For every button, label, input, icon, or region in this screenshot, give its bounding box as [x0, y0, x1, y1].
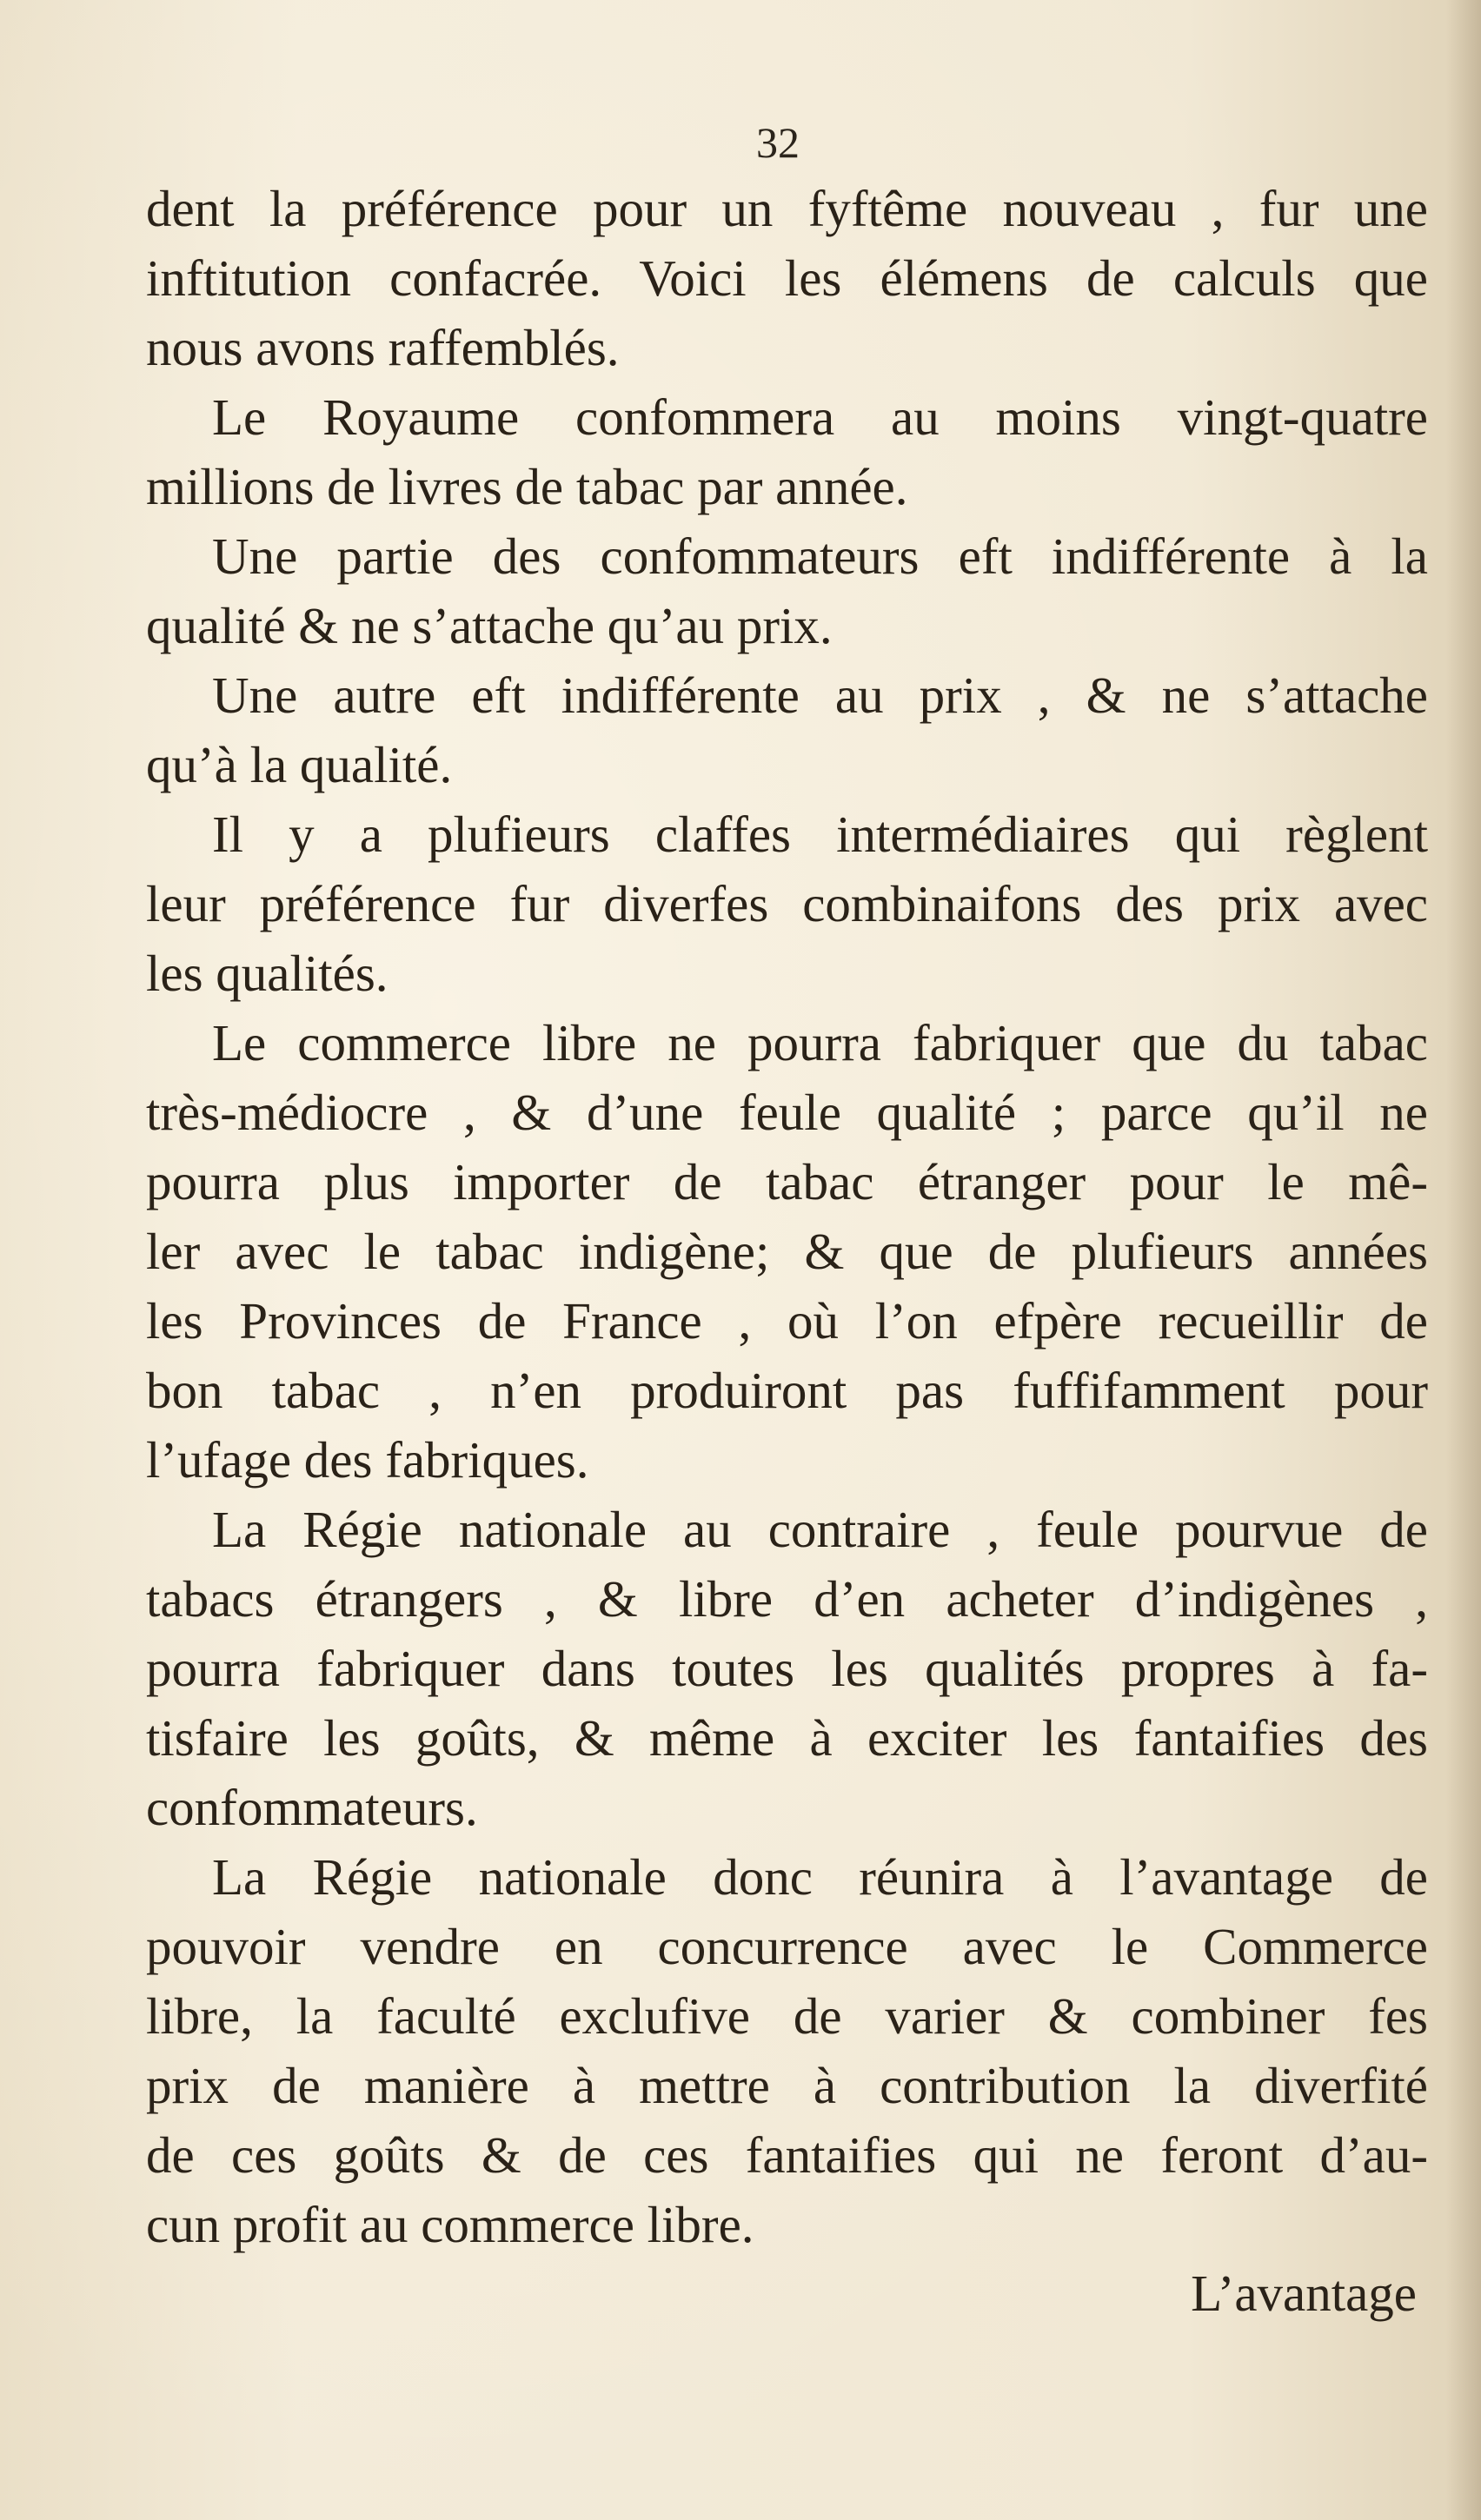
text-line: très-médiocre , & d’une feule qualité ; parce qu’il ne	[146, 1084, 1428, 1141]
text-line: ler avec le tabac indigène; & que de plufieurs années	[146, 1223, 1428, 1280]
text-line: Une partie des confommateurs eft indifférente à la	[212, 527, 1428, 585]
text-line: libre, la faculté exclufive de varier & combiner fes	[146, 1987, 1428, 2045]
text-line: La Régie nationale au contraire , feule pourvue de	[212, 1501, 1428, 1558]
text-line: dent la préférence pour un fyftême nouveau , fur une	[146, 180, 1428, 237]
text-line: cun profit au commerce libre.	[146, 2196, 754, 2253]
text-line: qu’à la qualité.	[146, 736, 453, 793]
text-line: Une autre eft indifférente au prix , & ne s’attache	[212, 666, 1428, 724]
text-line: Le Royaume confommera au moins vingt-quatre	[212, 388, 1428, 446]
text-line: tisfaire les goûts, & même à exciter les fantaifies des	[146, 1709, 1428, 1767]
text-line: de ces goûts & de ces fantaifies qui ne feront d’au-	[146, 2126, 1428, 2184]
text-line: Il y a plufieurs claffes intermédiaires qui règlent	[212, 806, 1428, 863]
text-line: pourra plus importer de tabac étranger pour le mê-	[146, 1153, 1428, 1210]
text-line: tabacs étrangers , & libre d’en acheter d’indigènes ,	[146, 1570, 1428, 1628]
text-line: les qualités.	[146, 945, 389, 1002]
text-line: bon tabac , n’en produiront pas fuffifamment pour	[146, 1362, 1428, 1419]
text-line: les Provinces de France , où l’on efpère recueillir de	[146, 1292, 1428, 1350]
text-line: leur préférence fur diverfes combinaifons des prix avec	[146, 875, 1428, 932]
text-line: confommateurs.	[146, 1779, 478, 1836]
text-line: prix de manière à mettre à contribution la diverfité	[146, 2057, 1428, 2114]
text-line: l’ufage des fabriques.	[146, 1431, 589, 1489]
text-line: pourra fabriquer dans toutes les qualités propres à fa-	[146, 1640, 1428, 1697]
page-number: 32	[756, 118, 800, 167]
text-line: pouvoir vendre en concurrence avec le Commerce	[146, 1918, 1428, 1975]
catchword: L’avantage	[1191, 2265, 1417, 2322]
text-line: La Régie nationale donc réunira à l’avantage de	[212, 1848, 1428, 1906]
page-edge-shadow	[1446, 0, 1481, 2520]
text-line: qualité & ne s’attache qu’au prix.	[146, 597, 833, 654]
text-line: Le commerce libre ne pourra fabriquer que du tabac	[212, 1014, 1428, 1071]
text-line: millions de livres de tabac par année.	[146, 458, 908, 515]
text-line: nous avons raffemblés.	[146, 319, 620, 376]
text-line: inftitution confacrée. Voici les élémens de calculs que	[146, 249, 1428, 307]
body-text	[146, 174, 1428, 2259]
